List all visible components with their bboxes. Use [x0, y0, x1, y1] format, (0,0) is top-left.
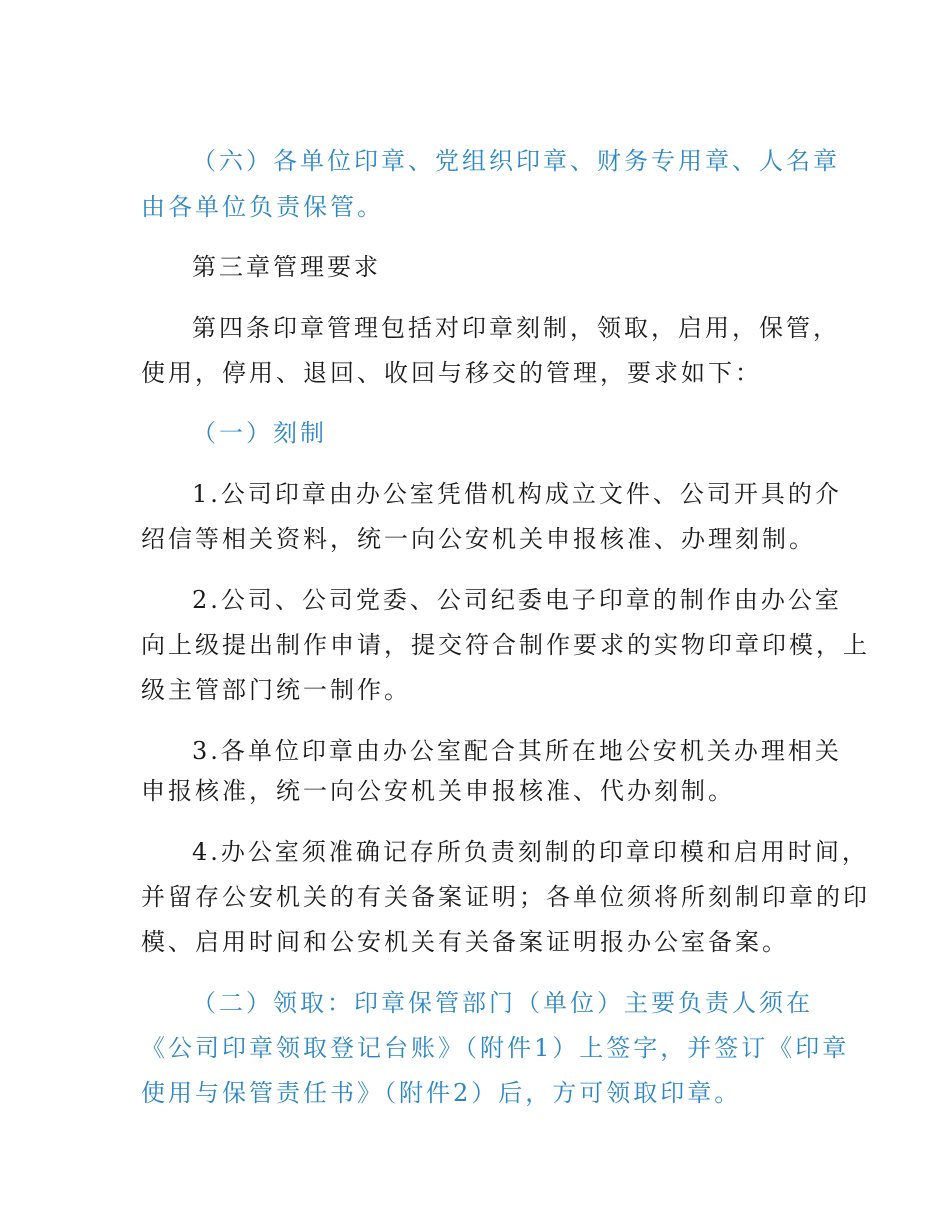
section-2-line-2: 《公司印章领取登记台账》（附件1）上签字，并签订《印章 — [141, 1034, 850, 1062]
paragraph-1-line-2: 由各单位负责保管。 — [141, 193, 384, 221]
item-4-line-1: 4.办公室须准确记存所负责刻制的印章印模和启用时间， — [192, 838, 869, 866]
item-3-line-1: 3.各单位印章由办公室配合其所在地公安机关办理相关 — [192, 737, 842, 765]
item-1-line-1: 1.公司印章由办公室凭借机构成立文件、公司开具的介 — [192, 480, 842, 508]
item-2-line-1: 2.公司、公司党委、公司纪委电子印章的制作由办公室 — [192, 586, 842, 614]
item-2-line-2: 向上级提出制作申请，提交符合制作要求的实物印章印模，上 — [141, 631, 870, 659]
article-4-line-1: 第四条印章管理包括对印章刻制，领取，启用，保管， — [192, 314, 840, 342]
item-1-line-2: 绍信等相关资料，统一向公安机关申报核准、办理刻制。 — [141, 525, 816, 553]
item-4-line-2: 并留存公安机关的有关备案证明；各单位须将所刻制印章的印 — [141, 883, 870, 911]
item-3-line-2: 申报核准，统一向公安机关申报核准、代办刻制。 — [141, 777, 735, 805]
section-2-line-3: 使用与保管责任书》（附件2）后，方可领取印章。 — [141, 1079, 742, 1107]
article-4-line-2: 使用，停用、退回、收回与移交的管理，要求如下： — [141, 359, 762, 387]
chapter-heading: 第三章管理要求 — [192, 253, 381, 281]
item-4-line-3: 模、启用时间和公安机关有关备案证明报办公室备案。 — [141, 928, 789, 956]
item-2-line-3: 级主管部门统一制作。 — [141, 676, 411, 704]
paragraph-1-line-1: （六）各单位印章、党组织印章、财务专用章、人名章 — [192, 147, 840, 175]
section-1-heading: （一）刻制 — [192, 419, 327, 447]
section-2-line-1: （二）领取：印章保管部门（单位）主要负责人须在 — [192, 989, 813, 1017]
